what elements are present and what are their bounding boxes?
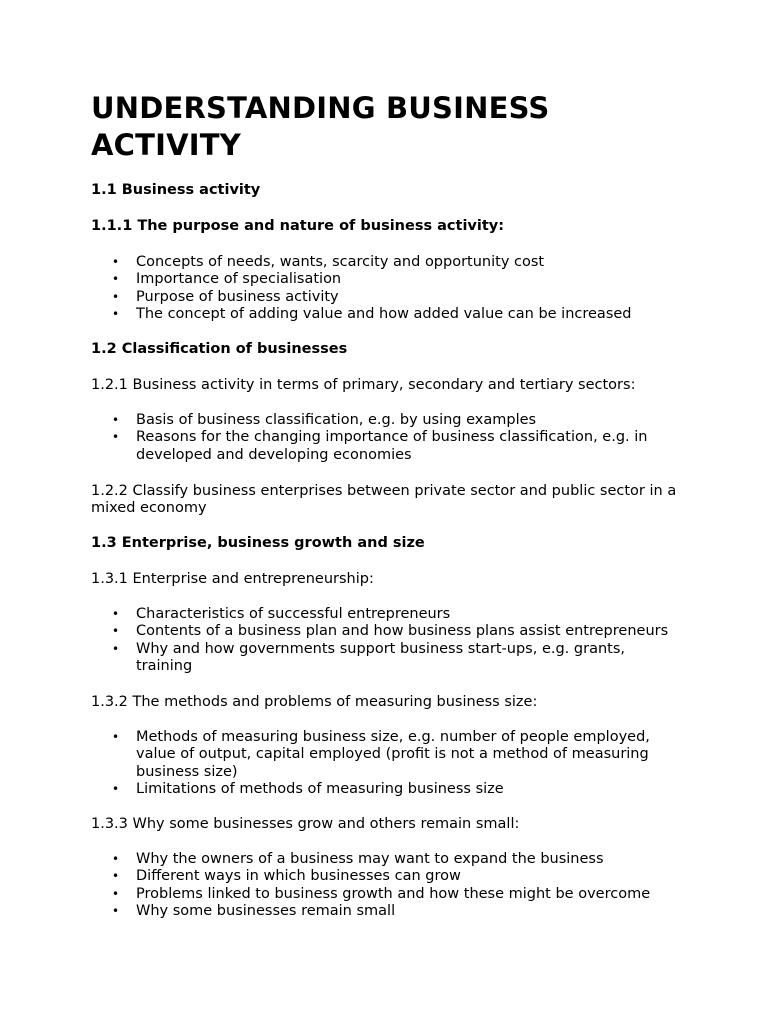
bullet-icon: • xyxy=(112,272,120,287)
bullet-icon: • xyxy=(112,289,120,304)
bullet-list-1-3-1 xyxy=(91,606,691,675)
list-item-text: The concept of adding value and how added value can be increased xyxy=(136,305,632,322)
bullet-icon: • xyxy=(112,306,120,321)
list-item xyxy=(91,903,676,920)
list-item-text: Why some businesses remain small xyxy=(136,902,396,919)
bullet-icon: • xyxy=(112,607,120,621)
list-item xyxy=(91,289,676,306)
subsection-text-1-3-1: 1.3.1 Enterprise and entrepreneurship: xyxy=(91,571,374,587)
list-item xyxy=(91,851,676,868)
list-item-text: Problems linked to business growth and how these might be overcome xyxy=(136,885,651,902)
list-item-text: Reasons for the changing importance of business classification, e.g. in developed and developing economies xyxy=(136,429,648,463)
bullet-list-1-3-2 xyxy=(91,729,691,798)
list-item xyxy=(91,429,676,464)
bullet-icon: • xyxy=(112,255,120,269)
bullet-icon: • xyxy=(112,430,120,445)
list-item-text: Limitations of methods of measuring business size xyxy=(136,780,504,797)
list-item xyxy=(91,623,676,640)
bullet-icon: • xyxy=(112,624,120,639)
list-item xyxy=(91,271,676,288)
subsection-text-1-3-3: 1.3.3 Why some businesses grow and others remain small: xyxy=(91,816,520,832)
bullet-icon: • xyxy=(112,781,120,796)
bullet-icon: • xyxy=(112,903,120,918)
subsection-text-1-3-2: 1.3.2 The methods and problems of measuring business size: xyxy=(91,694,538,710)
bullet-icon: • xyxy=(112,869,120,884)
bullet-list-1-3-3 xyxy=(91,851,691,920)
list-item-text: Purpose of business activity xyxy=(136,288,339,305)
list-item-text: Methods of measuring business size, e.g. number of people employed, value of output, capital employed (profit is not a method of measuring business size) xyxy=(136,729,650,780)
section-heading-1-1: 1.1 Business activity xyxy=(91,182,261,198)
bullet-icon: • xyxy=(112,641,120,656)
list-item-text: Concepts of needs, wants, scarcity and opportunity cost xyxy=(136,254,545,270)
list-item-text: Different ways in which businesses can grow xyxy=(136,868,461,885)
list-item-text: Why the owners of a business may want to expand the business xyxy=(136,851,604,867)
list-item xyxy=(91,254,676,271)
bullet-list-1-2-1 xyxy=(91,412,691,464)
list-item-text: Characteristics of successful entrepreneurs xyxy=(136,606,451,622)
document-title: UNDERSTANDING BUSINESS ACTIVITY xyxy=(91,91,550,162)
list-item xyxy=(91,886,676,903)
bullet-icon: • xyxy=(112,730,120,744)
list-item-text: Contents of a business plan and how business plans assist entrepreneurs xyxy=(136,623,669,640)
list-item xyxy=(91,729,676,781)
subsection-text-1-2-2: 1.2.2 Classify business enterprises between private sector and public sector in a mixed economy xyxy=(91,483,677,516)
list-item xyxy=(91,306,676,323)
bullet-icon: • xyxy=(112,852,120,866)
section-heading-1-2: 1.2 Classification of businesses xyxy=(91,341,348,357)
subsection-text-1-2-1: 1.2.1 Business activity in terms of primary, secondary and tertiary sectors: xyxy=(91,377,636,393)
list-item-text: Why and how governments support business start-ups, e.g. grants, training xyxy=(136,640,625,674)
list-item-text: Importance of specialisation xyxy=(136,271,342,288)
list-item xyxy=(91,781,676,798)
list-item xyxy=(91,606,676,623)
bullet-list-1-1-1 xyxy=(91,254,691,323)
bullet-icon: • xyxy=(112,886,120,901)
section-heading-1-1-1: 1.1.1 The purpose and nature of business activity: xyxy=(91,218,505,234)
bullet-icon: • xyxy=(112,413,120,427)
list-item xyxy=(91,412,676,429)
section-heading-1-3: 1.3 Enterprise, business growth and size xyxy=(91,535,425,551)
list-item-text: Basis of business classification, e.g. by using examples xyxy=(136,412,537,428)
list-item xyxy=(91,868,676,885)
list-item xyxy=(91,641,676,676)
